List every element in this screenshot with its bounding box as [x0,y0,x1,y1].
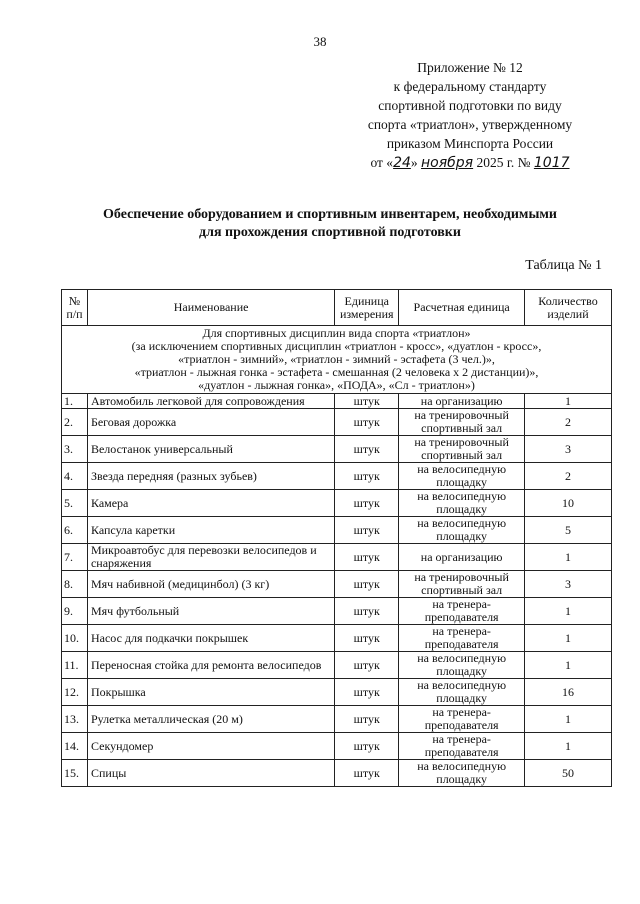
table-header-row [62,290,612,326]
row-calc: на велосипедную площадку [399,652,525,679]
row-name: Переносная стойка для ремонта велосипедов [87,652,334,679]
row-name: Покрышка [87,679,334,706]
row-name: Велостанок универсальный [87,436,334,463]
section-line-4: «триатлон - лыжная гонка - эстафета - смешанная (2 человека х 2 дистанции)», [134,365,539,379]
section-line-5: «дуатлон - лыжная гонка», «ПОДА», «Сл - триатлон») [198,378,475,392]
table-label: Таблица № 1 [525,258,602,273]
annex-line-4: спорта «триатлон», утвержденному [367,117,573,132]
title-line-1: Обеспечение оборудованием и спортивным инвентарем, необходимыми [103,207,557,222]
row-num: 11. [62,652,88,679]
row-calc: на велосипедную площадку [399,679,525,706]
table-row [62,625,612,652]
row-qty: 1 [525,706,612,733]
row-num: 7. [62,544,88,571]
annex-line-2: к федеральному стандарту [393,79,547,94]
row-calc: на организацию [399,394,525,409]
row-name: Рулетка металлическая (20 м) [87,706,334,733]
table-row [62,679,612,706]
row-unit: штук [335,598,399,625]
order-date-line [320,153,620,173]
row-name: Спицы [87,760,334,787]
annex-header [320,58,620,173]
table-row [62,463,612,490]
table-row [62,760,612,787]
order-month-handwritten: ноября [421,155,474,171]
row-qty: 50 [525,760,612,787]
header-name: Наименование [87,290,334,326]
section-line-3: «триатлон - зимний», «триатлон - зимний - эстафета (3 чел.)», [178,352,495,366]
row-unit: штук [335,517,399,544]
row-unit: штук [335,760,399,787]
order-number-handwritten: 1017 [533,155,570,171]
row-calc: на велосипедную площадку [399,517,525,544]
section-line-2: (за исключением спортивных дисциплин «триатлон - кросс», «дуатлон - кросс», [131,339,542,353]
section-row [62,326,612,394]
row-num: 4. [62,463,88,490]
row-qty: 1 [525,625,612,652]
row-qty: 5 [525,517,612,544]
table-row [62,409,612,436]
row-num: 3. [62,436,88,463]
row-qty: 1 [525,733,612,760]
row-unit: штук [335,679,399,706]
row-qty: 10 [525,490,612,517]
row-name: Мяч футбольный [87,598,334,625]
row-unit: штук [335,544,399,571]
title-line-2: для прохождения спортивной подготовки [199,225,461,240]
row-qty: 16 [525,679,612,706]
row-calc: на тренировочный спортивный зал [399,436,525,463]
table-row [62,571,612,598]
row-num: 10. [62,625,88,652]
table-row [62,598,612,625]
row-name: Мяч набивной (медицинбол) (3 кг) [87,571,334,598]
row-num: 15. [62,760,88,787]
row-num: 6. [62,517,88,544]
row-num: 8. [62,571,88,598]
annex-line-1: Приложение № 12 [417,60,523,75]
row-num: 14. [62,733,88,760]
order-prefix: от « [370,155,394,170]
row-unit: штук [335,571,399,598]
table-row [62,733,612,760]
row-unit: штук [335,394,399,409]
row-calc: на тренировочный спортивный зал [399,409,525,436]
header-calc: Расчетная единица [399,290,525,326]
table-row [62,544,612,571]
row-qty: 3 [525,571,612,598]
order-mid: » [410,155,418,170]
equipment-table [61,289,612,787]
row-calc: на велосипедную площадку [399,463,525,490]
section-line-1: Для спортивных дисциплин вида спорта «триатлон» [202,326,471,340]
row-name: Беговая дорожка [87,409,334,436]
row-unit: штук [335,706,399,733]
row-unit: штук [335,625,399,652]
header-unit: Единица измерения [335,290,399,326]
page-number: 38 [313,34,327,49]
row-num: 9. [62,598,88,625]
order-day-handwritten: 24 [393,155,411,171]
row-unit: штук [335,490,399,517]
header-qty: Количество изделий [525,290,612,326]
table-row [62,517,612,544]
table-row [62,652,612,679]
annex-line-5: приказом Минспорта России [386,136,554,151]
table-row [62,490,612,517]
row-num: 13. [62,706,88,733]
row-qty: 1 [525,598,612,625]
row-num: 2. [62,409,88,436]
row-calc: на тренировочный спортивный зал [399,571,525,598]
row-qty: 2 [525,463,612,490]
row-calc: на велосипедную площадку [399,760,525,787]
row-num: 5. [62,490,88,517]
row-name: Камера [87,490,334,517]
table-row [62,706,612,733]
row-unit: штук [335,409,399,436]
row-qty: 2 [525,409,612,436]
section-heading [62,326,612,394]
row-name: Микроавтобус для перевозки велосипедов и снаряжения [87,544,334,571]
row-unit: штук [335,733,399,760]
row-num: 12. [62,679,88,706]
row-calc: на тренера-преподавателя [399,733,525,760]
header-num: № п/п [62,290,88,326]
row-name: Секундомер [87,733,334,760]
row-calc: на тренера-преподавателя [399,625,525,652]
row-qty: 3 [525,436,612,463]
row-name: Насос для подкачки покрышек [87,625,334,652]
annex-line-3: спортивной подготовки по виду [378,98,562,113]
table-row [62,394,612,409]
table-row [62,436,612,463]
row-calc: на тренера-преподавателя [399,706,525,733]
row-calc: на организацию [399,544,525,571]
row-unit: штук [335,463,399,490]
row-name: Звезда передняя (разных зубьев) [87,463,334,490]
row-unit: штук [335,652,399,679]
row-num: 1. [62,394,88,409]
row-qty: 1 [525,652,612,679]
row-qty: 1 [525,394,612,409]
row-name: Капсула каретки [87,517,334,544]
row-calc: на велосипедную площадку [399,490,525,517]
row-name: Автомобиль легковой для сопровождения [87,394,334,409]
row-calc: на тренера-преподавателя [399,598,525,625]
order-year: 2025 г. № [476,155,531,170]
row-qty: 1 [525,544,612,571]
document-title [60,206,600,242]
row-unit: штук [335,436,399,463]
